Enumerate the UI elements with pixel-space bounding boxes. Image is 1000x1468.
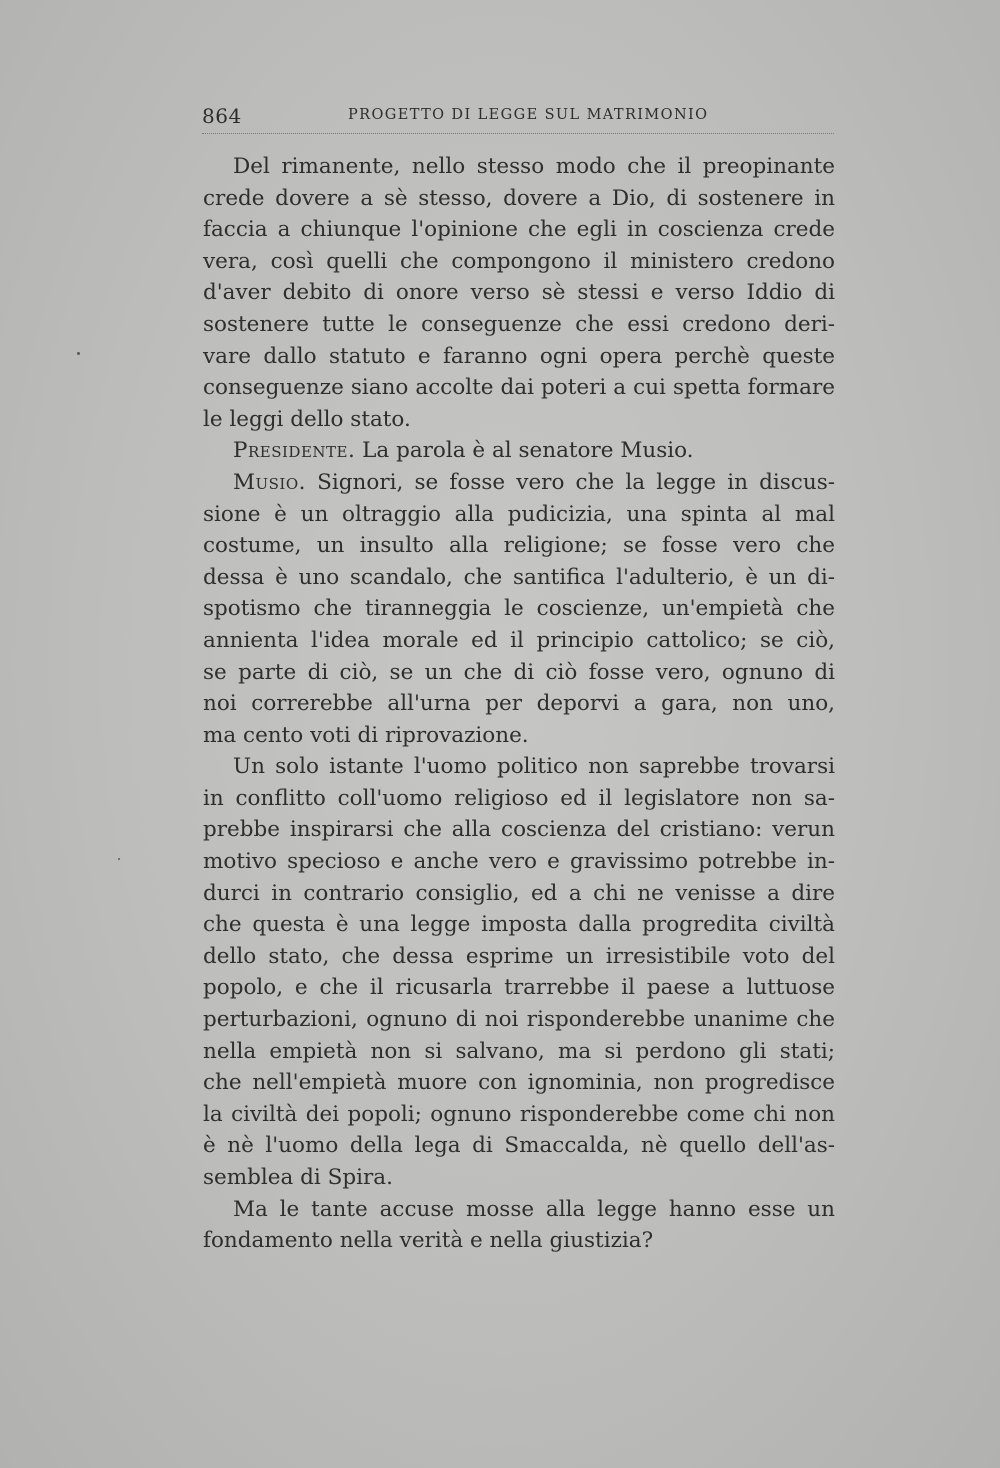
text-line: d'aver debito di onore verso sè stessi e verso Iddio di [203, 280, 835, 306]
text-line: vare dallo statuto e faranno ogni opera perchè queste [203, 343, 835, 369]
running-title: PROGETTO DI LEGGE SUL MATRIMONIO [348, 107, 709, 123]
paragraph-5 [203, 1194, 835, 1257]
paragraph-3 [203, 467, 835, 751]
speech-text: La parola è al senatore Musio. [355, 438, 694, 464]
text-line: ma cento voti di riprovazione. [203, 722, 529, 748]
page-number: 864 [202, 104, 242, 128]
text-line [203, 435, 835, 467]
text-line: sione è un oltraggio alla pudicizia, una spinta al mal [203, 501, 835, 527]
text-line: costume, un insulto alla religione; se fosse vero che [203, 533, 835, 559]
text-line: dessa è uno scandalo, che santifica l'adulterio, è un di- [203, 564, 835, 590]
speaker-name: Musio. [233, 469, 306, 495]
text-line: prebbe inspirarsi che alla coscienza del cristiano: verun [203, 817, 835, 843]
text-line: popolo, e che il ricusarla trarrebbe il paese a luttuose [203, 975, 835, 1001]
paragraph-2 [203, 435, 835, 467]
text-line: Del rimanente, nello stesso modo che il preopinante [233, 154, 835, 179]
text-line: se parte di ciò, se un che di ciò fosse vero, ognuno di [203, 659, 835, 685]
text-line: conseguenze siano accolte dai poteri a cui spetta formare [203, 375, 835, 401]
paper-speck [118, 858, 120, 860]
text-line: spotismo che tiranneggia le coscienze, un'empietà che [203, 596, 835, 622]
speech-text: Signori, se fosse vero che la legge in discus- [306, 469, 835, 495]
paragraph-1 [203, 151, 835, 435]
text-line: faccia a chiunque l'opinione che egli in coscienza crede [203, 217, 835, 243]
body-text [203, 151, 835, 1257]
speaker-name: Presidente. [233, 438, 356, 464]
text-line: fondamento nella verità e nella giustizia? [203, 1228, 654, 1254]
text-line [203, 467, 835, 499]
text-line: in conflitto coll'uomo religioso ed il legislatore non sa- [203, 785, 835, 811]
text-line: Un solo istante l'uomo politico non saprebbe trovarsi [233, 754, 835, 780]
text-line: perturbazioni, ognuno di noi risponderebbe unanime che [203, 1007, 835, 1033]
text-line: sostenere tutte le conseguenze che essi credono deri- [203, 311, 835, 337]
paragraph-4 [203, 751, 835, 1193]
text-line: semblea di Spira. [203, 1165, 393, 1190]
text-line: Ma le tante accuse mosse alla legge hanno esse un [233, 1196, 835, 1222]
text-line: noi correrebbe all'urna per deporvi a gara, non uno, [203, 691, 835, 717]
text-line: la civiltà dei popoli; ognuno risponderebbe come chi non [203, 1101, 835, 1127]
text-line: che questa è una legge imposta dalla progredita civiltà [203, 912, 835, 938]
paper-speck [77, 352, 80, 355]
text-line: dello stato, che dessa esprime un irresistibile voto del [203, 943, 835, 969]
text-line: le leggi dello stato. [203, 406, 411, 432]
text-line: motivo specioso e anche vero e gravissimo potrebbe in- [203, 849, 835, 875]
text-line: vera, così quelli che compongono il ministero credono [203, 248, 835, 274]
text-line: nella empietà non si salvano, ma si perdono gli stati; [203, 1038, 835, 1064]
page-header [202, 104, 832, 132]
header-rule [202, 133, 834, 134]
text-line: che nell'empietà muore con ignominia, non progredisce [203, 1070, 835, 1096]
text-line: durci in contrario consiglio, ed a chi ne venisse a dire [203, 880, 835, 906]
text-line: crede dovere a sè stesso, dovere a Dio, di sostenere in [203, 185, 835, 211]
text-line: annienta l'idea morale ed il principio cattolico; se ciò, [203, 627, 835, 653]
text-line: è nè l'uomo della lega di Smaccalda, nè quello dell'as- [203, 1133, 835, 1159]
